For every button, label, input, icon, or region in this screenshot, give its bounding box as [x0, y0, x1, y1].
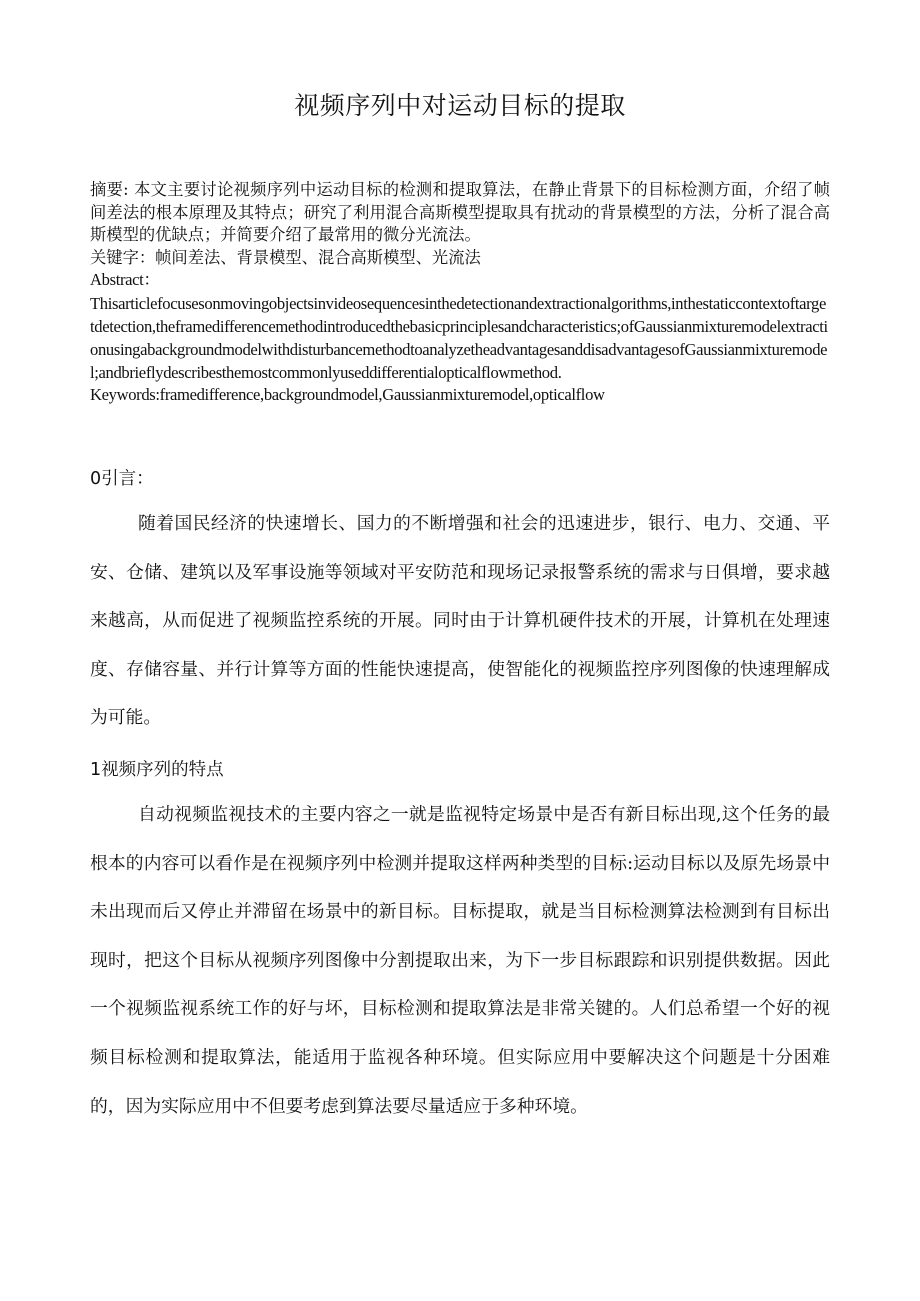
keywords-cn: 关键字：帧间差法、背景模型、混合高斯模型、光流法 [90, 247, 481, 267]
abstract-block [90, 179, 830, 407]
abstract-cn: 摘要: 本文主要讨论视频序列中运动目标的检测和提取算法，在静止背景下的目标检测方面，介绍了帧间差法的根本原理及其特点；研究了利用混合高斯模型提取具有扰动的背景模型的方法，分析了混合高斯模型的优缺点；并简要介绍了最常用的微分光流法。 [90, 180, 830, 245]
abstract-en-label: Abstract： [90, 270, 160, 290]
section-heading-video-sequence-features: 1视频序列的特点 [90, 760, 224, 780]
keywords-en: Keywords:framedifference,backgroundmodel,Gaussianmixturemodel,opticalflow [90, 385, 605, 405]
introduction-paragraph: 随着国民经济的快速增长、国力的不断增强和社会的迅速进步，银行、电力、交通、平安、仓储、建筑以及军事设施等领域对平安防范和现场记录报警系统的需求与日俱增，要求越来越高，从而促进了视频监控系统的开展。同时由于计算机硬件技术的开展，计算机在处理速度、存储容量、并行计算等方面的性能快速提高，使智能化的视频监控序列图像的快速理解成为可能。 [90, 513, 830, 729]
abstract-en: Thisarticlefocusesonmovingobjectsinvideosequencesinthedetectionandextractionalgorithms,inthestaticcontextoftargetdetection,theframedifferencemethodintroducedthebasicprinciplesandcharacteristics;ofGaussianmixturemodelextractionusingabackgroundmodelwithdisturbancemethodtoanalyzetheadvantagesanddisadvantagesofGaussianmixturemodel;andbrieflydescribesthemostcommonlyuseddifferentialopticalflowmethod. [90, 293, 828, 383]
section-heading-introduction: 0引言： [90, 469, 154, 489]
page-title: 视频序列中对运动目标的提取 [294, 91, 626, 120]
video-sequence-features-paragraph: 自动视频监视技术的主要内容之一就是监视特定场景中是否有新目标出现,这个任务的最根本的内容可以看作是在视频序列中检测并提取这样两种类型的目标:运动目标以及原先场景中未出现而后又停止并滞留在场景中的新目标。目标提取，就是当目标检测算法检测到有目标出现时，把这个目标从视频序列图像中分割提取出来，为下一步目标跟踪和识别提供数据。因此一个视频监视系统工作的好与坏，目标检测和提取算法是非常关键的。人们总希望一个好的视频目标检测和提取算法，能适用于监视各种环境。但实际应用中要解决这个问题是十分困难的，因为实际应用中不但要考虑到算法要尽量适应于多种环境。 [90, 804, 830, 1117]
